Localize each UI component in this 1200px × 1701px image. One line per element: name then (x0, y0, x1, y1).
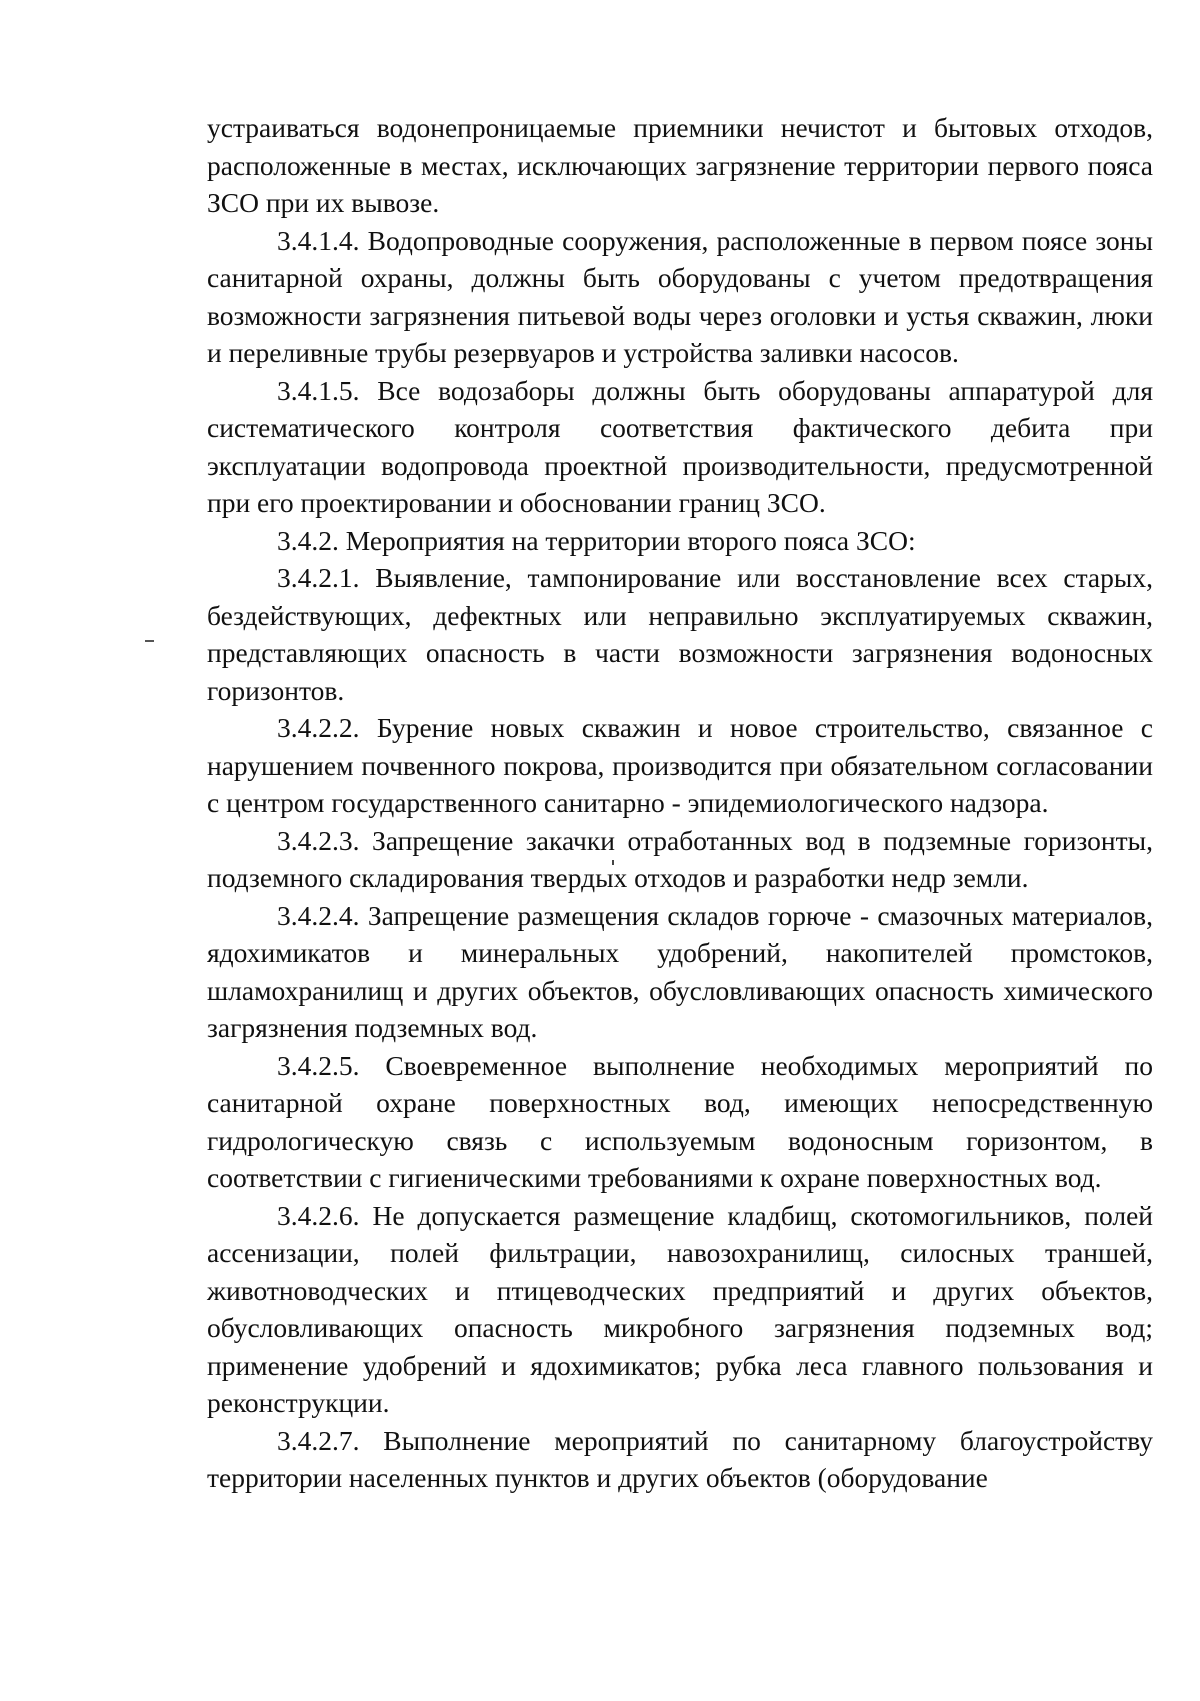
paragraph-3-4-2-5: 3.4.2.5. Своевременное выполнение необходимых мероприятий по санитарной охране поверхностных вод, имеющих непосредственную гидрологическую связь с используемым водоносным горизонтом, в соответствии с гигиеническими требованиями к охране поверхностных вод. (207, 1049, 1153, 1193)
paragraph-3-4-2-7: 3.4.2.7. Выполнение мероприятий по санитарному благоустройству территории населенных пунктов и других объектов (оборудование (207, 1424, 1153, 1493)
paragraph-continuation: устраиваться водонепроницаемые приемники нечистот и бытовых отходов, расположенные в местах, исключающих загрязнение территории первого пояса ЗСО при их вывозе. (207, 112, 1153, 218)
paragraph-3-4-2: 3.4.2. Мероприятия на территории второго пояса ЗСО: (277, 524, 916, 556)
paragraph-3-4-2-2: 3.4.2.2. Бурение новых скважин и новое строительство, связанное с нарушением почвенного покрова, производится при обязательном согласовании с центром государственного санитарно - эпидемиологического надзора. (207, 712, 1153, 818)
paragraph-3-4-1-4: 3.4.1.4. Водопроводные сооружения, расположенные в первом поясе зоны санитарной охраны, должны быть оборудованы с учетом предотвращения возможности загрязнения питьевой воды через оголовки и устья скважин, люки и переливные трубы резервуаров и устройства заливки насосов. (207, 224, 1153, 368)
scan-dash-mark (145, 640, 154, 642)
document-body (207, 109, 1153, 1497)
paragraph-3-4-1-5: 3.4.1.5. Все водозаборы должны быть оборудованы аппаратурой для систематического контроля соответствия фактического дебита при эксплуатации водопровода проектной производительности, предусмотренной при его проектировании и обосновании границ ЗСО. (207, 374, 1153, 518)
paragraph-3-4-2-6: 3.4.2.6. Не допускается размещение кладбищ, скотомогильников, полей ассенизации, полей фильтрации, навозохранилищ, силосных траншей, животноводческих и птицеводческих предприятий и других объектов, обусловливающих опасность микробного загрязнения подземных вод; применение удобрений и ядохимикатов; рубка леса главного пользования и реконструкции. (207, 1199, 1153, 1418)
paragraph-3-4-2-4: 3.4.2.4. Запрещение размещения складов горюче - смазочных материалов, ядохимикатов и минеральных удобрений, накопителей промстоков, шламохранилищ и других объектов, обусловливающих опасность химического загрязнения подземных вод. (207, 899, 1153, 1043)
paragraph-3-4-2-3: 3.4.2.3. Запрещение закачки отработанных вод в подземные горизонты, подземного складирования твердых отходов и разработки недр земли. (207, 824, 1153, 893)
paragraph-3-4-2-1: 3.4.2.1. Выявление, тампонирование или восстановление всех старых, бездействующих, дефектных или неправильно эксплуатируемых скважин, представляющих опасность в части возможности загрязнения водоносных горизонтов. (207, 562, 1153, 706)
